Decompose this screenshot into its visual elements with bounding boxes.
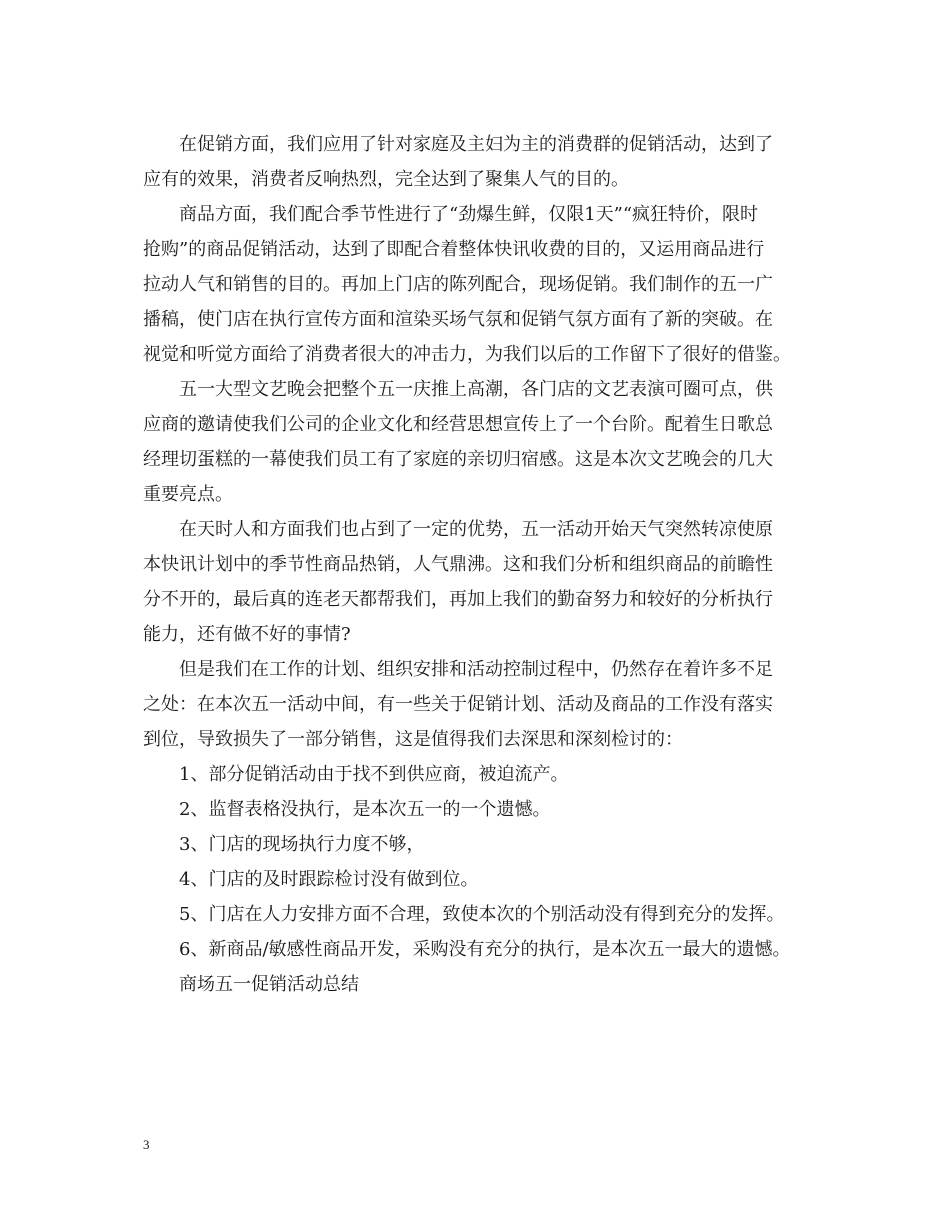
- closing-title: 商场五一促销活动总结: [179, 974, 359, 995]
- paragraph-gala: [143, 372, 811, 512]
- text-line: 但是我们在工作的计划、组织安排和活动控制过程中，仍然存在着许多不足: [179, 659, 773, 680]
- list-item: 4、门店的及时跟踪检讨没有做到位。: [179, 869, 479, 890]
- text-line: 商品方面，我们配合季节性进行了“劲爆生鲜，仅限1天”“疯狂特价，限时: [179, 204, 759, 225]
- text-line: 之处：在本次五一活动中间，有一些关于促销计划、活动及商品的工作没有落实: [143, 694, 773, 715]
- text-line: 分不开的，最后真的连老天都帮我们，再加上我们的勤奋努力和较好的分析执行: [143, 589, 773, 610]
- text-line: 拉动人气和销售的目的。再加上门店的陈列配合，现场促销。我们制作的五一广: [143, 274, 773, 295]
- text-line: 重要亮点。: [143, 484, 233, 505]
- text-line: 能力，还有做不好的事情?: [143, 624, 351, 645]
- list-item: 5、门店在人力安排方面不合理，致使本次的个别活动没有得到充分的发挥。: [179, 904, 785, 925]
- text-line: 抢购”的商品促销活动，达到了即配合着整体快讯收费的目的，又运用商品进行: [143, 239, 765, 260]
- list-item: 6、新商品/敏感性商品开发，采购没有充分的执行，是本次五一最大的遗憾。: [179, 939, 791, 960]
- issues-list: [143, 757, 811, 967]
- list-item: 2、监督表格没执行，是本次五一的一个遗憾。: [179, 799, 551, 820]
- text-line: 视觉和听觉方面给了消费者很大的冲击力，为我们以后的工作留下了很好的借鉴。: [143, 344, 791, 365]
- document-body: [143, 127, 811, 1002]
- paragraph-shortcomings: [143, 652, 811, 757]
- page-number: 3: [143, 1137, 150, 1152]
- text-line: 应有的效果，消费者反响热烈，完全达到了聚集人气的目的。: [143, 169, 629, 190]
- text-line: 经理切蛋糕的一幕使我们员工有了家庭的亲切归宿感。这是本次文艺晚会的几大: [143, 449, 773, 470]
- text-line: 五一大型文艺晚会把整个五一庆推上高潮，各门店的文艺表演可圈可点，供: [179, 379, 773, 400]
- paragraph-advantages: [143, 512, 811, 652]
- list-item: 1、部分促销活动由于找不到供应商，被迫流产。: [179, 764, 569, 785]
- list-item: 3、门店的现场执行力度不够，: [179, 834, 425, 855]
- text-line: 本快讯计划中的季节性商品热销，人气鼎沸。这和我们分析和组织商品的前瞻性: [143, 554, 773, 575]
- text-line: 应商的邀请使我们公司的企业文化和经营思想宣传上了一个台阶。配着生日歌总: [143, 414, 773, 435]
- text-line: 在天时人和方面我们也占到了一定的优势，五一活动开始天气突然转凉使原: [179, 519, 773, 540]
- paragraph-promotion: [143, 127, 811, 197]
- paragraph-merchandise: [143, 197, 811, 372]
- text-line: 播稿，使门店在执行宣传方面和渲染买场气氛和促销气氛方面有了新的突破。在: [143, 309, 773, 330]
- text-line: 到位，导致损失了一部分销售，这是值得我们去深思和深刻检讨的：: [143, 729, 683, 750]
- text-line: 在促销方面，我们应用了针对家庭及主妇为主的消费群的促销活动，达到了: [179, 134, 773, 155]
